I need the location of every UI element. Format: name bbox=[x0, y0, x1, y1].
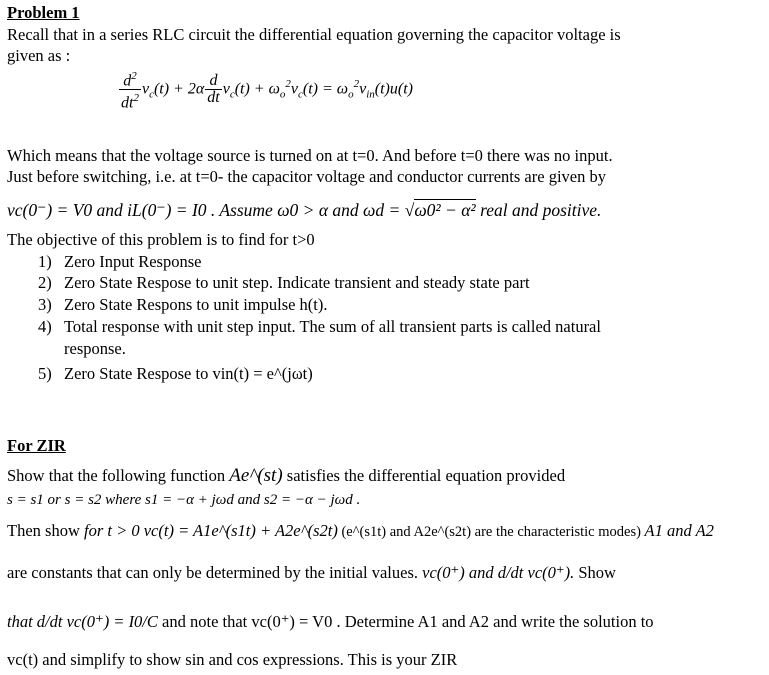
zir-title: For ZIR bbox=[7, 436, 66, 455]
list-item: 5) Zero State Respose to vin(t) = e^(jωt) bbox=[38, 364, 313, 383]
intro-line-2: given as : bbox=[7, 46, 71, 65]
list-item: 1) Zero Input Response bbox=[38, 252, 202, 271]
initial-conditions: vc(0⁻) = V0 and iL(0⁻) = I0 . Assume ω0 > α and ωd = √ω0² − α² real and positive. bbox=[7, 200, 602, 220]
objective-line: The objective of this problem is to find for t>0 bbox=[7, 230, 315, 249]
zir-line-1: Show that the following function Ae^(st) satisfies the differential equation provided bbox=[7, 465, 566, 486]
list-item: 3) Zero State Respons to unit impulse h(t). bbox=[38, 295, 328, 314]
intro-line-1: Recall that in a series RLC circuit the differential equation governing the capacitor voltage is bbox=[7, 25, 621, 44]
zir-line-6: vc(t) and simplify to show sin and cos expressions. This is your ZIR bbox=[7, 650, 458, 669]
zir-line-5: that d/dt vc(0⁺) = I0/C and note that vc(0⁺) = V0 . Determine A1 and A2 and write the solution to bbox=[7, 612, 654, 631]
list-item: response. bbox=[64, 339, 126, 358]
means-line-1: Which means that the voltage source is turned on at t=0. And before t=0 there was no input. bbox=[7, 146, 613, 165]
zir-line-3: Then show for t > 0 vc(t) = A1e^(s1t) + A2e^(s2t) (e^(s1t) and A2e^(s2t) are the characteristic modes) A1 and A2 bbox=[7, 521, 714, 540]
zir-line-2: s = s1 or s = s2 where s1 = −α + jωd and s2 = −α − jωd . bbox=[7, 492, 361, 508]
zir-line-4: are constants that can only be determined by the initial values. vc(0⁺) and d/dt vc(0⁺). Show bbox=[7, 563, 616, 582]
differential-equation: $\frac{d^2}{dt^2}$ $v_c(t) + 2\alpha$ $\frac{d}{dt}$ $v_c(t) + \omega_o^2v_c(t) = \omega_o^2v_{in}(t)u(t)$ bbox=[121, 70, 413, 112]
problem-title: Problem 1 bbox=[7, 3, 80, 22]
list-item: 2) Zero State Respose to unit step. Indicate transient and steady state part bbox=[38, 273, 530, 292]
list-item: 4) Total response with unit step input. The sum of all transient parts is called natural bbox=[38, 317, 601, 336]
means-line-2: Just before switching, i.e. at t=0- the capacitor voltage and conductor currents are given by bbox=[7, 167, 606, 186]
